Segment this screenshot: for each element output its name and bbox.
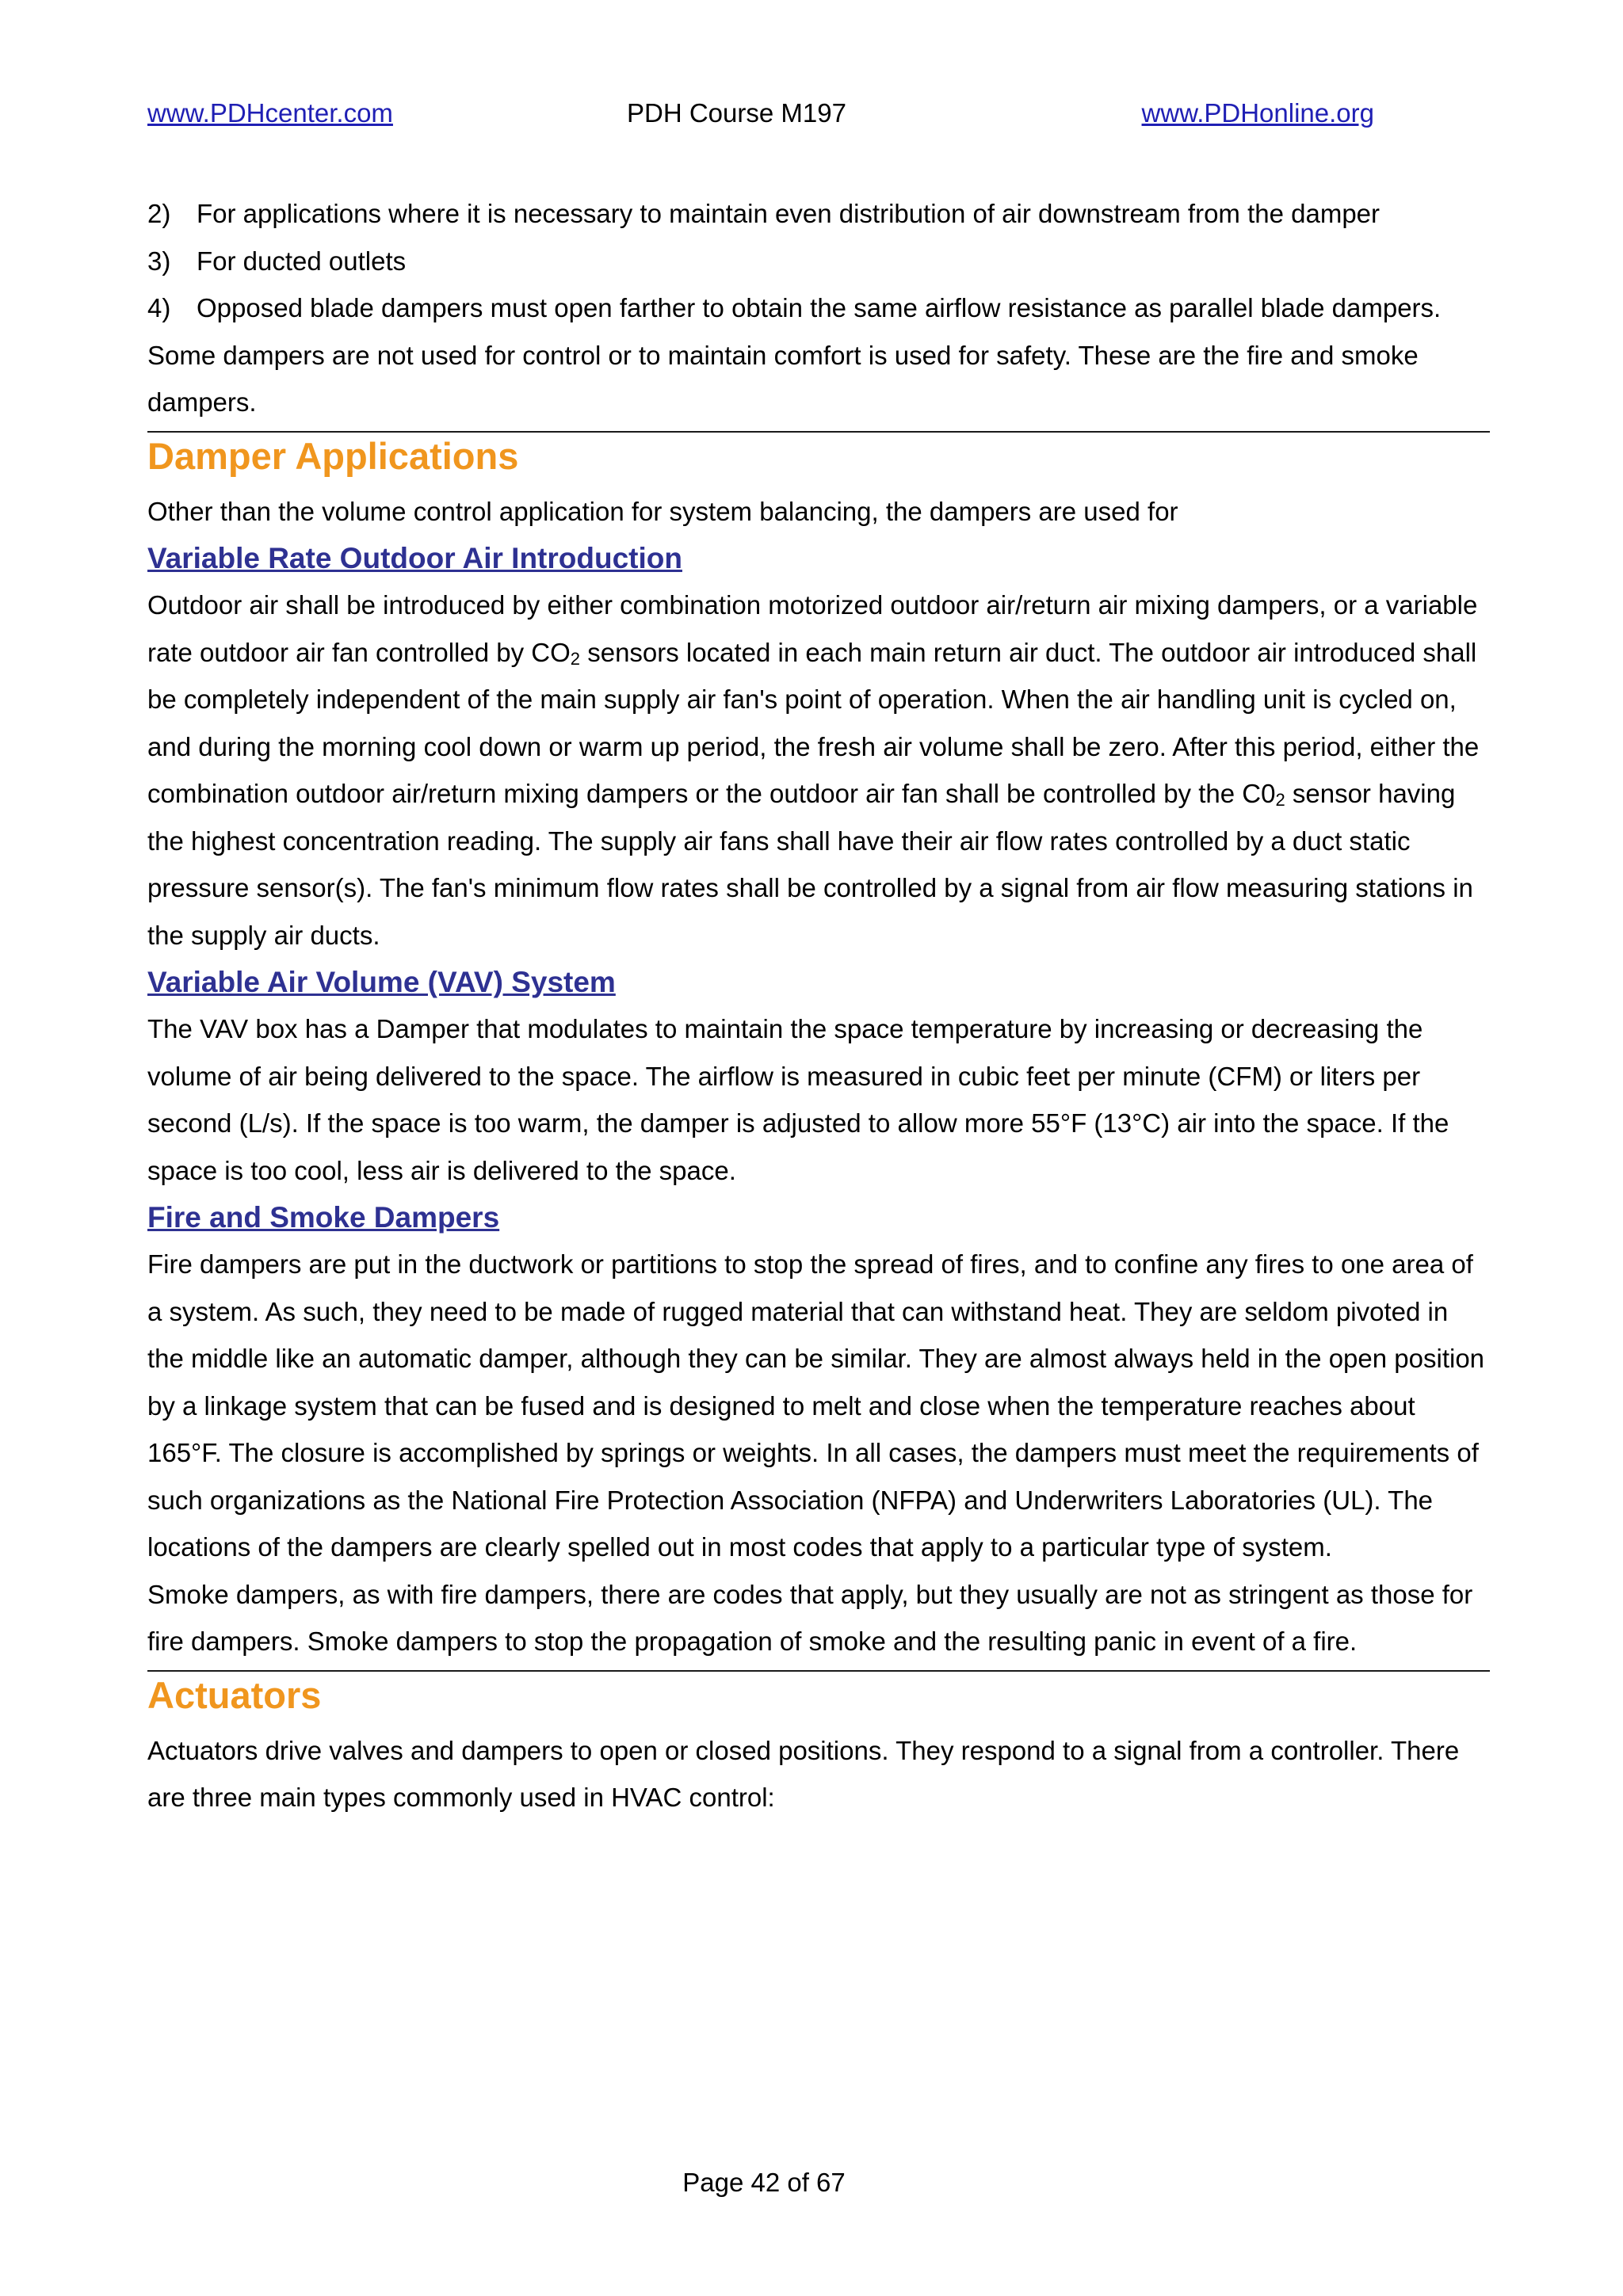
subsection-title-variable-rate: Variable Rate Outdoor Air Introduction: [147, 542, 682, 574]
damper-applications-intro: Other than the volume control application for system balancing, the dampers are used for: [147, 496, 1178, 526]
list-text: For applications where it is necessary to maintain even distribution of air downstream from the damper: [197, 199, 1381, 228]
list-item: [147, 238, 1490, 285]
text-segment: sensors located in each main return air duct. The outdoor air introduced shall be completely independent of the main supply air fan's point of operation. When the air handling unit is cycled on, and during the morning cool down or warm up period, the fresh air volume shall be zero. After this period, either the combination outdoor air/return mixing dampers or the outdoor air fan shall be controlled by the C0: [147, 637, 1480, 808]
pdhonline-link[interactable]: www.PDHonline.org: [1141, 98, 1374, 128]
list-text: Opposed blade dampers must open farther to obtain the same airflow resistance as parallel blade dampers.: [197, 293, 1442, 322]
list-item: [147, 284, 1490, 332]
page-content: [147, 190, 1490, 1821]
list-item: [147, 190, 1490, 238]
list-number: 3): [147, 246, 171, 276]
subscript: 2: [570, 648, 581, 669]
pdhcenter-link[interactable]: www.PDHcenter.com: [147, 98, 393, 128]
actuators-paragraph: Actuators drive valves and dampers to open or closed positions. They respond to a signal from a controller. There are three main types commonly used in HVAC control:: [147, 1735, 1460, 1812]
list-text: For ducted outlets: [197, 246, 407, 276]
text-segment: Outdoor air shall be introduced by either combination motorized outdoor air/return air mixing dampers, or a variable rate outdoor air fan controlled by CO: [147, 590, 1478, 667]
subscript: 2: [1275, 790, 1285, 810]
safety-dampers-paragraph: Some dampers are not used for control or to maintain comfort is used for safety. These are the fire and smoke dampers.: [147, 340, 1419, 417]
page-header: [147, 93, 1374, 133]
subsection-title-fire-smoke: Fire and Smoke Dampers: [147, 1201, 500, 1234]
variable-rate-paragraph: [147, 582, 1490, 959]
list-number: 2): [147, 199, 171, 228]
smoke-dampers-paragraph: Smoke dampers, as with fire dampers, there are codes that apply, but they usually are not as stringent as those for fire dampers. Smoke dampers to stop the propagation of smoke and the resulting panic in event of a fire.: [147, 1579, 1473, 1656]
subsection-title-vav: Variable Air Volume (VAV) System: [147, 966, 616, 998]
course-title: PDH Course M197: [627, 98, 846, 128]
list-number: 4): [147, 293, 171, 322]
text-segment: sensor having the highest concentration reading. The supply air fans shall have their air flow rates controlled by a duct static pressure sensor(s). The fan's minimum flow rates shall be controlled by a signal from air flow measuring stations in the supply air ducts.: [147, 779, 1473, 950]
section-title-damper-applications: Damper Applications: [147, 434, 519, 477]
page-number: Page 42 of 67: [682, 2168, 846, 2197]
section-title-actuators: Actuators: [147, 1673, 322, 1716]
vav-paragraph: The VAV box has a Damper that modulates to maintain the space temperature by increasing or decreasing the volume of air being delivered to the space. The airflow is measured in cubic feet per minute (CFM) or liters per second (L/s). If the space is too warm, the damper is adjusted to allow more 55°F (13°C) air into the space. If the space is too cool, less air is delivered to the space.: [147, 1014, 1449, 1185]
fire-dampers-paragraph: Fire dampers are put in the ductwork or partitions to stop the spread of fires, and to confine any fires to one area of a system. As such, they need to be made of rugged material that can withstand heat. They are seldom pivoted in the middle like an automatic damper, although they can be similar. They are almost always held in the open position by a linkage system that can be fused and is designed to melt and close when the temperature reaches about 165°F. The closure is accomplished by springs or weights. In all cases, the dampers must meet the requirements of such organizations as the National Fire Protection Association (NFPA) and Underwriters Laboratories (UL). The locations of the dampers are clearly spelled out in most codes that apply to a particular type of system.: [147, 1249, 1485, 1562]
